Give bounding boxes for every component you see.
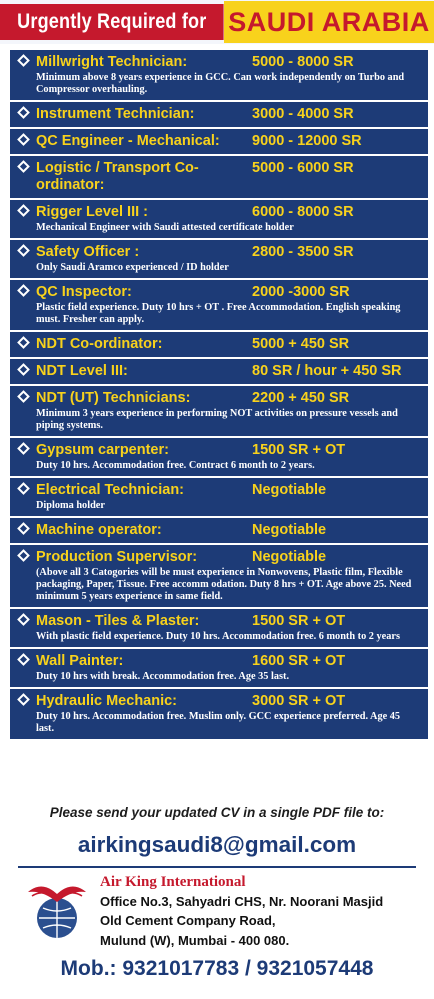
job-heading-row: [36, 653, 420, 670]
job-salary: 1600 SR + OT: [252, 653, 346, 669]
job-heading-row: [36, 284, 420, 301]
header-banner: [0, 0, 434, 44]
job-heading-row: [36, 482, 420, 499]
job-item: [10, 102, 428, 129]
job-salary: 5000 - 6000 SR: [252, 160, 354, 176]
job-salary: 3000 SR + OT: [252, 693, 346, 709]
job-description: Duty 10 hrs. Accommodation free. Muslim only. GCC experience preferred. Age 45 last.: [36, 711, 401, 734]
job-item: [10, 545, 428, 609]
diamond-bullet-icon: [17, 653, 30, 666]
job-item: [10, 200, 428, 240]
job-item: [10, 438, 428, 478]
job-heading-row: [36, 106, 420, 123]
diamond-bullet-icon: [17, 284, 30, 297]
job-description: Duty 10 hrs with break. Accommodation free. Age 35 last.: [36, 671, 290, 682]
company-name: Air King International: [100, 874, 246, 890]
job-description: Mechanical Engineer with Saudi attested certificate holder: [36, 222, 294, 233]
contact-email[interactable]: airkingsaudi8@gmail.com: [77, 832, 357, 857]
job-title: Production Supervisor:: [36, 549, 198, 565]
diamond-bullet-icon: [17, 160, 30, 173]
job-list: [10, 50, 428, 741]
job-item: [10, 478, 428, 518]
job-salary: 5000 + 450 SR: [252, 336, 350, 352]
job-title: NDT Level III:: [36, 363, 128, 379]
diamond-bullet-icon: [17, 106, 30, 119]
job-title: Mason - Tiles & Plaster:: [36, 613, 200, 629]
job-heading-row: [36, 613, 420, 630]
job-heading-row: [36, 390, 420, 407]
diamond-bullet-icon: [17, 613, 30, 626]
job-description: (Above all 3 Catogories will be must experience in Nonwovens, Plastic film, Flexible packaging, Paper, Tissue. Free accomm odation. Duty 8 hrs + OT. Age above 25. Need minimum 5 years experience in same field.: [36, 567, 412, 602]
header-title: Urgently Required for: [0, 4, 224, 40]
job-title: Machine operator:: [36, 522, 162, 538]
job-item: [10, 386, 428, 438]
job-item: [10, 156, 428, 200]
job-item: [10, 359, 428, 386]
job-item: [10, 240, 428, 280]
job-description: Diploma holder: [36, 500, 105, 511]
job-heading-row: [36, 133, 420, 150]
job-salary: 1500 SR + OT: [252, 442, 346, 458]
job-salary: 80 SR / hour + 450 SR: [252, 363, 402, 379]
job-salary: Negotiable: [252, 549, 327, 565]
job-salary: 2000 -3000 SR: [252, 284, 350, 300]
job-heading-row: [36, 522, 420, 539]
job-description: With plastic field experience. Duty 10 hrs. Accommodation free. 6 month to 2 years: [36, 631, 400, 642]
job-salary: 2200 + 450 SR: [252, 390, 350, 406]
job-item: [10, 609, 428, 649]
job-heading-row: [36, 549, 420, 566]
job-heading-row: [36, 54, 420, 71]
job-title: NDT (UT) Technicians:: [36, 390, 191, 406]
job-salary: 5000 - 8000 SR: [252, 54, 354, 70]
job-salary: Negotiable: [252, 522, 327, 538]
send-cv-instruction: Please send your updated CV in a single PDF file to:: [49, 805, 385, 820]
job-title: Hydraulic Mechanic:: [36, 693, 178, 709]
job-title: Safety Officer :: [36, 244, 140, 260]
divider: [18, 866, 416, 868]
address-line-3: Mulund (W), Mumbai - 400 080.: [100, 933, 290, 948]
diamond-bullet-icon: [17, 549, 30, 562]
diamond-bullet-icon: [17, 442, 30, 455]
job-title: Wall Painter:: [36, 653, 124, 669]
job-title: NDT Co-ordinator:: [36, 336, 163, 352]
job-heading-row: [36, 160, 420, 194]
diamond-bullet-icon: [17, 244, 30, 257]
job-title: Millwright Technician:: [36, 54, 188, 70]
header-country: SAUDI ARABIA: [224, 1, 434, 43]
company-logo-icon: [26, 878, 88, 946]
job-description: Only Saudi Aramco experienced / ID holder: [36, 262, 229, 273]
job-title: Electrical Technician:: [36, 482, 185, 498]
job-item: [10, 518, 428, 545]
job-heading-row: [36, 336, 420, 353]
diamond-bullet-icon: [17, 204, 30, 217]
job-heading-row: [36, 442, 420, 459]
diamond-bullet-icon: [17, 522, 30, 535]
job-heading-row: [36, 693, 420, 710]
job-item: [10, 129, 428, 156]
job-title: QC Inspector:: [36, 284, 132, 300]
address-line-2: Old Cement Company Road,: [100, 913, 276, 928]
job-salary: 2800 - 3500 SR: [252, 244, 354, 260]
job-description: Duty 10 hrs. Accommodation free. Contract 6 month to 2 years.: [36, 460, 315, 471]
job-item: [10, 689, 428, 741]
diamond-bullet-icon: [17, 133, 30, 146]
job-salary: 3000 - 4000 SR: [252, 106, 354, 122]
job-heading-row: [36, 244, 420, 261]
job-title: Rigger Level III :: [36, 204, 148, 220]
job-title: Gypsum carpenter:: [36, 442, 169, 458]
diamond-bullet-icon: [17, 693, 30, 706]
diamond-bullet-icon: [17, 390, 30, 403]
job-heading-row: [36, 363, 420, 380]
diamond-bullet-icon: [17, 482, 30, 495]
job-salary: Negotiable: [252, 482, 327, 498]
job-description: Minimum above 8 years experience in GCC. Can work independently on Turbo and Compressor overhauling.: [36, 72, 405, 95]
diamond-bullet-icon: [17, 54, 30, 67]
job-description: Plastic field experience. Duty 10 hrs + OT . Free Accommodation. English speaking must. Fresher can apply.: [36, 302, 401, 325]
job-item: [10, 50, 428, 102]
job-heading-row: [36, 204, 420, 221]
job-title: QC Engineer - Mechanical:: [36, 133, 220, 149]
job-description: Minimum 3 years experience in performing NOT activities on pressure vessels and piping systems.: [36, 408, 398, 431]
job-salary: 9000 - 12000 SR: [252, 133, 362, 149]
job-salary: 6000 - 8000 SR: [252, 204, 354, 220]
diamond-bullet-icon: [17, 336, 30, 349]
job-title: Instrument Technician:: [36, 106, 195, 122]
job-item: [10, 332, 428, 359]
job-salary: 1500 SR + OT: [252, 613, 346, 629]
address-line-1: Office No.3, Sahyadri CHS, Nr. Noorani Masjid: [100, 894, 384, 909]
job-item: [10, 280, 428, 332]
diamond-bullet-icon: [17, 363, 30, 376]
mobile-numbers[interactable]: Mob.: 9321017783 / 9321057448: [60, 957, 374, 980]
job-title: Logistic / Transport Co-ordinator:: [36, 160, 199, 193]
job-item: [10, 649, 428, 689]
